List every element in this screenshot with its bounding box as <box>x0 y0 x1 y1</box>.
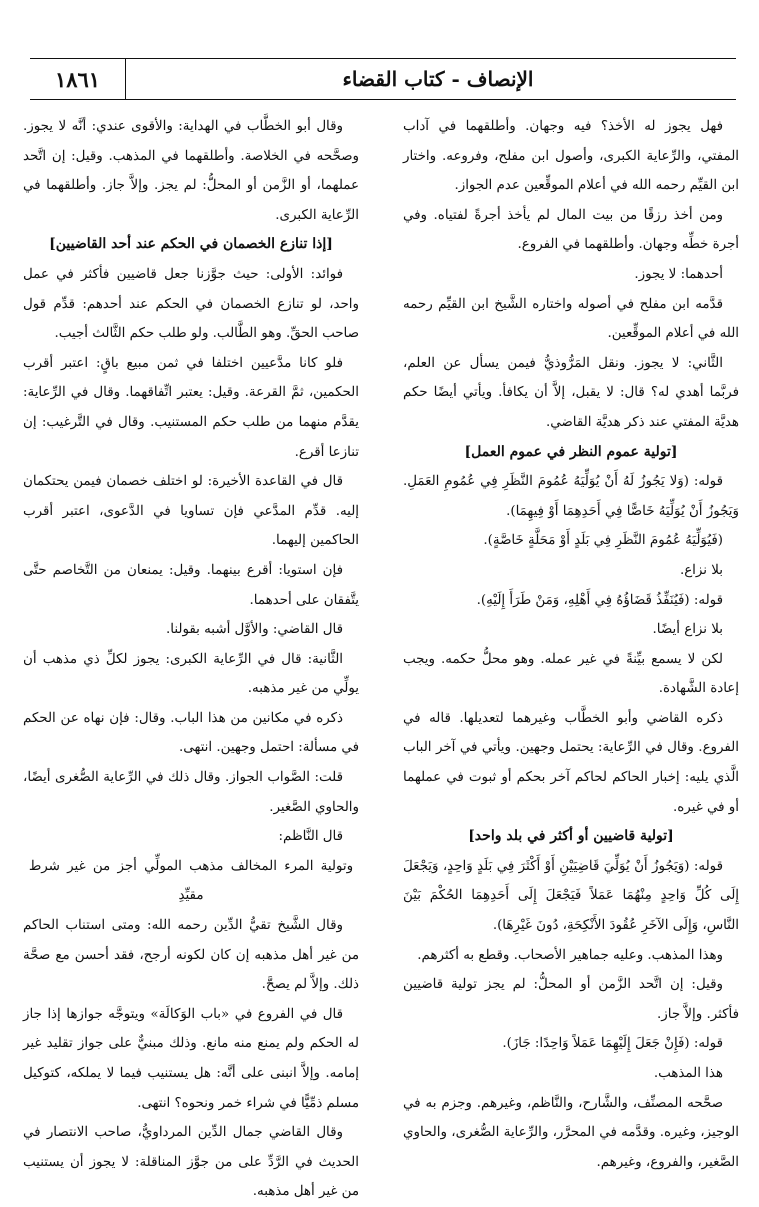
paragraph: الثَّانية: قال في الرِّعاية الكبرى: يجوز لكلِّ ذي مذهب أن يولِّي من غير مذهبه. <box>23 651 359 697</box>
paragraph: فهل يجوز له الأخذ؟ فيه وجهان. وأطلقهما في آداب المفتي، والرِّعاية الكبرى، وأصول ابن مفلح، وفروعه. واختار ابن القيِّم رحمه الله في أعلام الموقِّعين عدم الجواز. <box>403 119 739 194</box>
paragraph: قوله: (وَلا يَجُوزُ لَهُ أَنْ يُوَلِّيَهُ عُمُومَ النَّظَرِ فِي عُمُومِ العَمَلِ. وَيَجُوزُ أَنْ يُوَلِّيَهُ خَاصًّا فِي أَحَدِهِمَا أَوْ فِيهِمَا). <box>403 474 739 519</box>
paragraph: ذكره في مكانين من هذا الباب. وقال: فإن نهاه عن الحكم في مسألة: احتمل وجهين. انتهى. <box>23 710 359 756</box>
left-column <box>23 112 359 1200</box>
paragraph: فلو كانا مدَّعيين اختلفا في ثمن مبيع باقٍ: اعتبر أقرب الحكمين، ثمَّ القرعة. وقيل: يعتبر اتِّفاقهما. وقال في الرِّعاية: يقدَّم منهما من طلب حكم المستنيب. وقال في التَّرغيب: إن تنازعا أقرع. <box>23 355 359 460</box>
paragraph: فوائد: الأولى: حيث جوَّزنا جعل قاضيين فأكثر في عمل واحد، لو تنازع الخصمان في الحكم عند أحدهم: قدِّم قول صاحب الحقِّ. وهو الطَّالب. ولو طلب حكم الثَّالث أجيب. <box>23 266 359 342</box>
right-column <box>403 112 739 1170</box>
paragraph: قلت: الصَّواب الجواز. وقال ذلك في الرِّعاية الصُّغرى أيضًا، والحاوي الصَّغير. <box>23 770 359 815</box>
paragraph: لكن لا يسمع بيِّنةً في غير عمله. وهو محلُّ حكمه. ويجب إعادة الشَّهادة. <box>403 651 739 697</box>
paragraph: صحَّحه المصنِّف، والشَّارح، والنَّاظم، وغيرهم. وجزم به في الوجيز، وغيره. وقدَّمه في المحرَّر، والرِّعاية الصُّغرى، والحاوي الصَّغير، والفروع، وغيرهم. <box>403 1095 739 1170</box>
paragraph: (فَيُوَلِّيَهُ عُمُومَ النَّظَرِ فِي بَلَدٍ أَوْ مَحَلَّةٍ خَاصَّةٍ). <box>483 533 723 549</box>
paragraph: قدَّمه ابن مفلح في أصوله واختاره الشَّيخ ابن القيِّم رحمه الله في أعلام الموقِّعين. <box>403 296 739 342</box>
paragraph: أحدهما: لا يجوز. <box>634 266 723 282</box>
paragraph: هذا المذهب. <box>653 1066 723 1081</box>
paragraph: ذكره القاضي وأبو الخطَّاب وغيرهما لتعديلها. قاله في الفروع. وقال في الرِّعاية: يحتمل وجهين. ويأتي في آخر الباب الَّذي يليه: إخبار الحاكم لحاكم آخر بحكم أو ثبوت في عملهما أو في غيره. <box>403 710 739 815</box>
paragraph: وقال أبو الخطَّاب في الهداية: والأقوى عندي: أنَّه لا يجوز. وصحَّحه في الخلاصة. وأطلقهما في المذهب. وقيل: إن اتَّحد عملهما، أو الزَّمن أو المحلُّ: لم يجز. وإلاَّ جاز. وأطلقهما في الرِّعاية الكبرى. <box>23 119 359 223</box>
page-number: ١٨٦١ <box>30 59 126 99</box>
paragraph: قوله: (فَيُنَفِّذُ قَضَاؤُهُ فِي أَهْلِهِ، وَمَنْ طَرَأَ إِلَيْهِ). <box>476 592 723 608</box>
paragraph: قوله: (فَإِنْ جَعَلَ إِلَيْهِمَا عَمَلاً وَاحِدًا: جَازَ). <box>502 1036 723 1052</box>
page-header <box>30 58 736 100</box>
poem-verse: وتولية المرء المخالف مذهب المولِّي أجز من غير شرط مقيِّدِ <box>28 858 354 904</box>
paragraph: قال في الفروع في «باب الوَكالَة» ويتوجَّه جوازها إذا جاز له الحكم ولم يمنع منه مانع. وذلك مبنيٌّ على جواز تقليد غير إمامه. وإلاَّ انبنى على أنَّه: هل يستنيب فيما لا يملكه، كتوكيل مسلم ذمِّيًّا في شراء خمر ونحوه؟ انتهى. <box>23 1006 359 1111</box>
section-heading: [تولية عموم النظر في عموم العمل] <box>464 443 678 460</box>
paragraph: وقيل: إن اتَّحد الزَّمن أو المحلُّ: لم يجز تولية قاضيين فأكثر. وإلاَّ جاز. <box>403 977 739 1022</box>
section-heading: [إذا تنازع الخصمان في الحكم عند أحد القاضيين] <box>49 236 333 253</box>
paragraph: بلا نزاع. <box>679 562 723 578</box>
section-heading: [تولية قاضيين أو أكثر في بلد واحد] <box>468 828 674 845</box>
running-title: الإنصاف - كتاب القضاء <box>342 67 534 91</box>
paragraph: قال في القاعدة الأخيرة: لو اختلف خصمان فيمن يحتكمان إليه. قدِّم المدَّعي فإن تساويا في الدَّعوى، اعتبر أقرب الحاكمين إليهما. <box>23 474 359 549</box>
paragraph: فإن استويا: أقرع بينهما. وقيل: يمنعان من التَّخاصم حتَّى يتَّفقان على أحدهما. <box>23 562 359 608</box>
paragraph: قال النَّاظم: <box>278 829 343 845</box>
paragraph: قال القاضي: والأوَّل أشبه بقولنا. <box>166 622 343 638</box>
paragraph: وقال الشَّيخ تقيُّ الدِّين رحمه الله: ومتى استناب الحاكم من غير أهل مذهبه إن كان لكونه أرجح، فقد أحسن مع صحَّة ذلك. وإلاَّ لم يصحَّ. <box>23 918 359 993</box>
paragraph: قوله: (وَيَجُوزُ أَنْ يُوَلِّيَ قَاضِيَيْنِ أَوْ أَكْثَرَ فِي بَلَدٍ وَاحِدٍ، وَيَجْعَلَ إِلَى كُلِّ وَاحِدٍ مِنْهُمَا عَمَلاً فَيَجْعَلَ إِلَى أَحَدِهِمَا الحُكْمَ بَيْنَ النَّاسِ، وَإِلَى الآخَرِ عُقُودَ الأَنْكِحَةِ، دُونَ غَيْرِهَا). <box>403 858 739 934</box>
paragraph: وهذا المذهب. وعليه جماهير الأصحاب. وقطع به أكثرهم. <box>417 947 723 963</box>
paragraph: وقال القاضي جمال الدِّين المرداويُّ، صاحب الانتصار في الحديث في الرَّدِّ على من جوَّز المناقلة: لا يجوز أن يستنيب من غير أهل مذهبه. <box>23 1125 359 1200</box>
paragraph: ومن أخذ رزقًا من بيت المال لم يأخذ أجرةً لفتياه. وفي أجرة خطِّه وجهان. وأطلقهما في الفروع. <box>403 207 739 253</box>
paragraph: الثَّاني: لا يجوز. ونقل المَرُّوذيُّ فيمن يسأل عن العلم، فربَّما أهدي له؟ قال: لا يقبل، إلاَّ أن يكافأ. ويأتي أيضًا حكم هديَّة المفتي عند ذكر هديَّة القاضي. <box>403 355 739 430</box>
paragraph: بلا نزاع أيضًا. <box>652 622 723 638</box>
